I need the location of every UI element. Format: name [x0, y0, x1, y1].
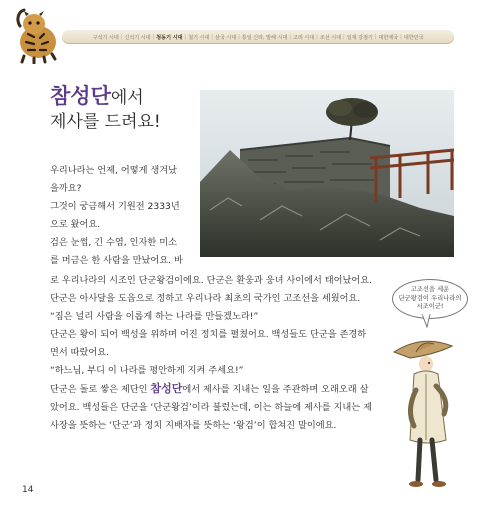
- timeline-era: 대한민국: [403, 34, 424, 41]
- timeline-era-active: 청동기 시대: [156, 34, 183, 41]
- timeline-era: 조선 시대: [319, 34, 341, 41]
- timeline-separator: |: [374, 34, 377, 40]
- timeline-separator: |: [152, 34, 155, 40]
- timeline-separator: |: [238, 34, 240, 40]
- body-line: “하느님, 부디 이 나라를 평안하게 지켜 주세요!”: [50, 365, 244, 376]
- bubble-line: 고조선을 세운: [410, 286, 450, 294]
- inline-highlight: 참성단: [150, 382, 183, 395]
- timeline-era: 철기 시대: [188, 34, 210, 41]
- body-text: 단군은 돌로 쌓은 제단인: [50, 384, 151, 395]
- body-line: 으로 왔어요.: [50, 219, 101, 230]
- body-line: 을까요?: [50, 183, 82, 194]
- timeline-separator: |: [211, 34, 213, 40]
- tiger-mascot-icon: [8, 4, 66, 64]
- speech-bubble: [392, 279, 468, 319]
- body-line: 단군은 왕이 되어 백성을 위하며 어진 정치를 펼쳤어요. 백성들도 단군을 존경하: [50, 329, 367, 340]
- timeline-separator: |: [289, 34, 291, 40]
- intro-paragraph: [50, 162, 198, 270]
- bubble-line: 시조이군!: [416, 303, 444, 311]
- page-number: 14: [22, 485, 34, 495]
- title-line2: 제사를 드려요!: [50, 112, 161, 132]
- timeline-era: 고려 시대: [292, 34, 315, 41]
- title-highlight: 참성단: [50, 84, 111, 108]
- bubble-line: 단군왕검이 우리나라의: [398, 294, 462, 302]
- era-timeline: [62, 30, 454, 44]
- timeline-era: 일제 강점기: [346, 34, 373, 41]
- body-line: 를 머금은 한 사람을 만났어요. 바: [50, 255, 183, 266]
- timeline-era: 삼국 시대: [214, 34, 237, 41]
- body-line: 우리나라는 언제, 어떻게 생겨났: [50, 165, 178, 176]
- explorer-character-icon: [392, 330, 472, 500]
- body-text: 에서 제사를 지내는 일을 주관하며 오래오래 살: [182, 384, 369, 395]
- body-line: 로 우리나라의 시조인 단군왕검이에요. 단군은 환웅과 웅녀 사이에서 태어났어요.: [50, 275, 373, 286]
- timeline-separator: |: [184, 34, 187, 40]
- body-line: 았어요. 백성들은 단군을 ‘단군왕검’이라 불렀는데, 이는 하늘에 제사를 지내는 제: [50, 402, 372, 413]
- timeline-separator: |: [120, 34, 123, 40]
- body-line: [50, 380, 380, 399]
- timeline-era: 구석기 시대: [92, 34, 119, 41]
- body-line: 단군은 아사달을 도읍으로 정하고 우리나라 최초의 국가인 고조선을 세웠어요.: [50, 293, 361, 304]
- body-line: 면서 따랐어요.: [50, 347, 110, 358]
- bubble-tail-icon: [420, 314, 434, 328]
- body-line: 그것이 궁금해서 기원전 2333년: [50, 201, 180, 212]
- timeline-era: 대한제국: [378, 34, 399, 41]
- timeline-separator: |: [343, 34, 345, 40]
- body-line: “짐은 널리 사람을 이롭게 하는 나라를 만들겠노라!”: [50, 311, 259, 322]
- chamseongdan-photo: [200, 90, 454, 257]
- body-line: 사장을 뜻하는 ‘단군’과 정치 지배자를 뜻하는 ‘왕검’이 합쳐진 말이에요.: [50, 420, 337, 431]
- timeline-era: 통일 신라, 발해 시대: [241, 34, 288, 41]
- timeline-era: 신석기 시대: [124, 34, 151, 41]
- page-title: [50, 84, 161, 134]
- timeline-separator: |: [400, 34, 402, 40]
- timeline-separator: |: [316, 34, 318, 40]
- body-line: 검은 눈썹, 긴 수염, 인자한 미소: [50, 237, 177, 248]
- title-line1-rest: 에서: [110, 88, 144, 108]
- story-paragraph: [50, 272, 380, 435]
